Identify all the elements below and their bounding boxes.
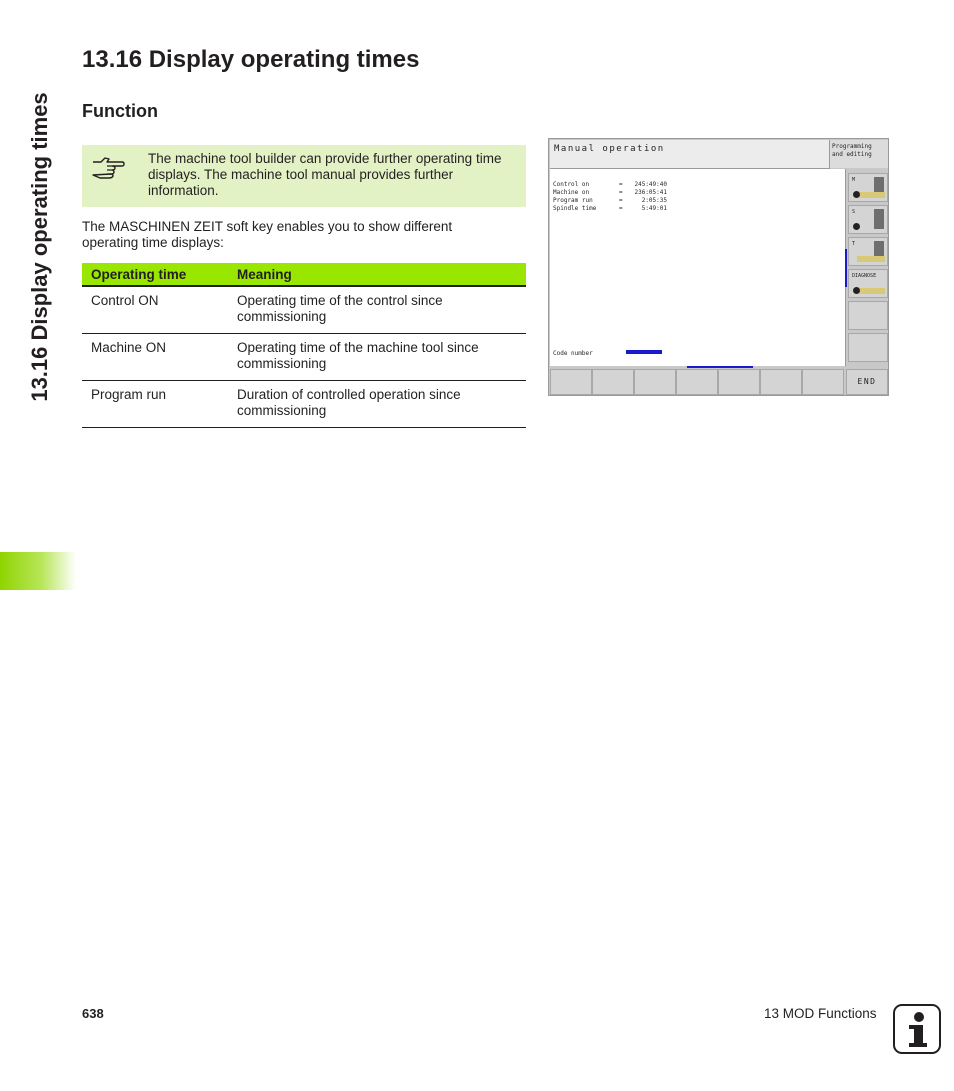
screen-main-area xyxy=(550,169,846,366)
screen-header xyxy=(550,140,830,169)
vertical-softkey-indicator xyxy=(845,249,847,287)
screen-row: Spindle time = 5:49:01 xyxy=(553,205,667,212)
softkey-empty[interactable] xyxy=(848,333,888,362)
code-number-label: Code number xyxy=(553,350,593,357)
page-number: 638 xyxy=(82,1006,104,1021)
table-row xyxy=(82,381,526,428)
table-row xyxy=(82,334,526,381)
end-softkey[interactable]: END xyxy=(846,369,888,395)
table-cell: Control ON xyxy=(82,286,228,334)
column-header: Meaning xyxy=(228,263,526,286)
screen-row: Machine on = 236:05:41 xyxy=(553,189,667,196)
info-icon xyxy=(893,1004,941,1054)
note-box xyxy=(82,145,526,207)
pointing-hand-icon xyxy=(90,153,126,179)
softkey-bottom-empty[interactable] xyxy=(592,369,634,395)
table-row xyxy=(82,286,526,334)
softkey-s[interactable]: S xyxy=(848,205,888,234)
table-cell: Duration of controlled operation since commissioning xyxy=(228,381,526,428)
control-screenshot xyxy=(548,138,889,396)
note-text: The machine tool builder can provide further operating time displays. The machine tool manual provides further information. xyxy=(148,151,502,198)
code-number-input[interactable] xyxy=(626,350,662,354)
softkey-bottom-empty[interactable] xyxy=(550,369,592,395)
intro-paragraph: The MASCHINEN ZEIT soft key enables you to show different operating time displays: xyxy=(82,219,453,250)
chapter-title: 13 MOD Functions xyxy=(764,1006,877,1021)
softkey-bottom-empty[interactable] xyxy=(676,369,718,395)
table-cell: Operating time of the control since commissioning xyxy=(228,286,526,334)
spindle-icon xyxy=(874,209,884,229)
softkey-bottom-empty[interactable] xyxy=(802,369,844,395)
chapter-tab-marker xyxy=(0,552,76,590)
softkey-bottom-empty[interactable] xyxy=(760,369,802,395)
screen-row: Program run = 2:05:35 xyxy=(553,197,667,204)
table-cell: Machine ON xyxy=(82,334,228,381)
table-header-row xyxy=(82,263,526,286)
horizontal-scroll-indicator xyxy=(687,366,753,368)
softkey-bottom-empty[interactable] xyxy=(634,369,676,395)
side-chapter-title: 13.16 Display operating times xyxy=(27,92,52,402)
page-title: 13.16 Display operating times xyxy=(82,46,420,73)
section-heading: Function xyxy=(82,101,158,121)
softkey-bottom-empty[interactable] xyxy=(718,369,760,395)
softkey-empty[interactable] xyxy=(848,301,888,330)
operating-time-table xyxy=(82,263,526,428)
screen-mode-title: Manual operation xyxy=(554,144,665,154)
softkey-diagnose[interactable]: DIAGNOSE xyxy=(848,269,888,298)
softkey-t[interactable]: T xyxy=(848,237,888,266)
screen-row: Control on = 245:49:40 xyxy=(553,181,667,188)
softkey-m[interactable]: M xyxy=(848,173,888,202)
table-cell: Operating time of the machine tool since commissioning xyxy=(228,334,526,381)
program-mode-indicator: Programming and editing xyxy=(830,140,888,168)
table-cell: Program run xyxy=(82,381,228,428)
column-header: Operating time xyxy=(82,263,228,286)
